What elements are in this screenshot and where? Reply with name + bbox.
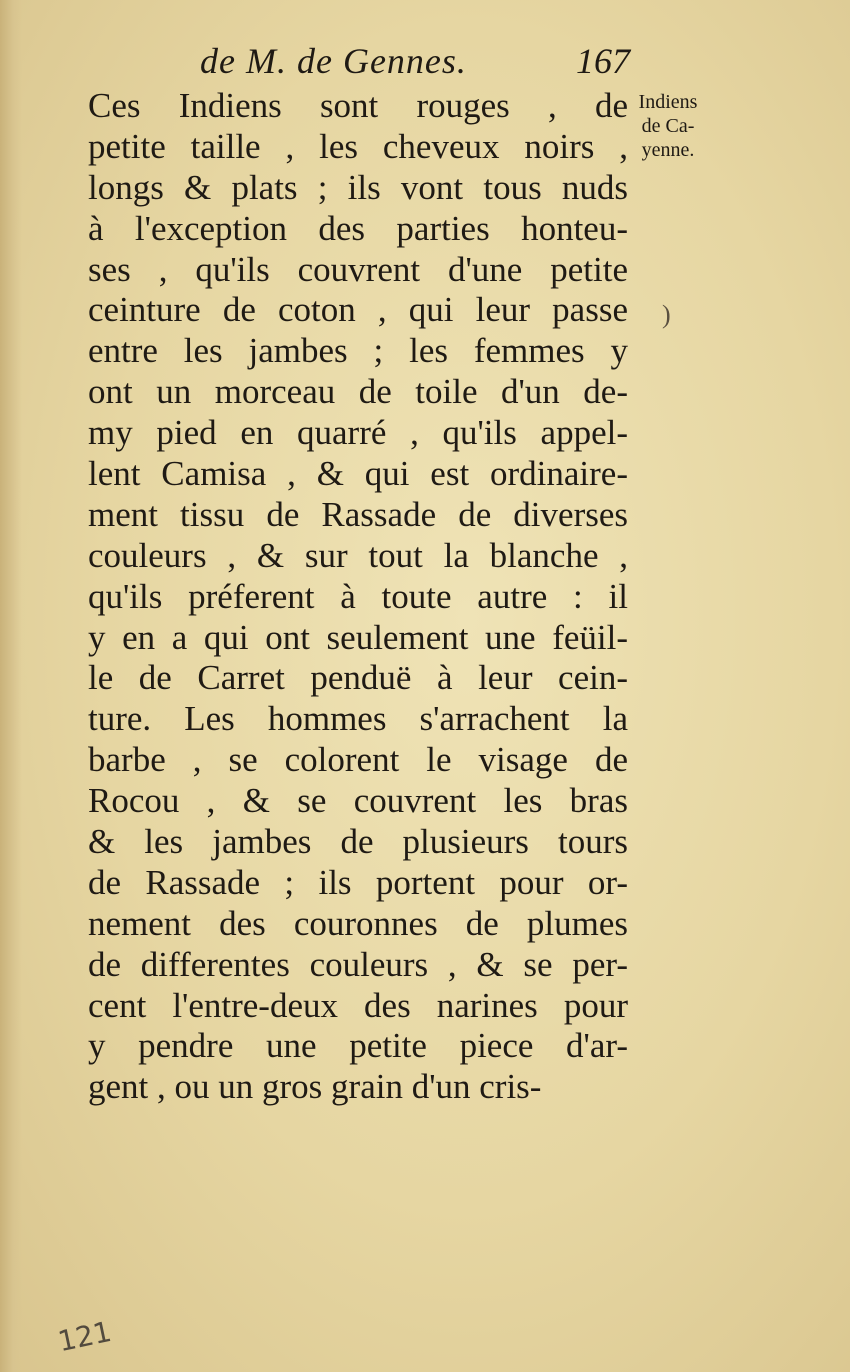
margin-note [620,90,716,162]
text-line: y en a qui ont seulement une feüil- [88,617,628,657]
text-line: Rocou , & se couvrent les bras [88,781,628,821]
text-line: longs & plats ; ils vont tous nuds [88,167,628,207]
pencil-annotation: 121 [55,1314,115,1359]
text-line: & les jambes de plusieurs tours [88,822,628,862]
text-line: qu'ils préferent à toute autre : il [88,576,628,616]
text-line: ture. Les hommes s'arrachent la [88,699,628,739]
page-gutter-shadow [0,0,22,1372]
page-number: 167 [576,41,630,81]
text-line: cent l'entre-deux des narines pour [88,985,628,1025]
text-line: ceinture de coton , qui leur passe [88,290,628,330]
text-line: de Rassade ; ils portent pour or- [88,862,628,902]
body-text [88,86,628,1108]
text-line: petite taille , les cheveux noirs , [88,126,628,166]
text-line: gent , ou un gros grain d'un cris- [88,1067,542,1107]
text-line: entre les jambes ; les femmes y [88,331,628,371]
text-line: le de Carret penduë à leur cein- [88,658,628,698]
text-line: ont un morceau de toile d'un de- [88,372,628,412]
margin-bracket-mark: ) [662,300,671,329]
running-head-title: de M. de Gennes. [200,41,467,81]
text-line: y pendre une petite piece d'ar- [88,1026,628,1066]
text-line: ment tissu de Rassade de diverses [88,494,628,534]
margin-note-line: yenne. [641,139,695,161]
text-line: à l'exception des parties honteu- [88,208,628,248]
text-line: my pied en quarré , qu'ils appel- [88,413,628,453]
text-line: de differentes couleurs , & se per- [88,944,628,984]
margin-note-line: Indiens [638,91,698,113]
text-line: lent Camisa , & qui est ordinaire- [88,454,628,494]
text-line: nement des couronnes de plumes [88,903,628,943]
margin-note-line: de Ca- [641,115,695,137]
text-line: barbe , se colorent le visage de [88,740,628,780]
text-line: Ces Indiens sont rouges , de [88,86,628,125]
text-line: couleurs , & sur tout la blanche , [88,535,628,575]
text-line: ses , qu'ils couvrent d'une petite [88,249,628,289]
